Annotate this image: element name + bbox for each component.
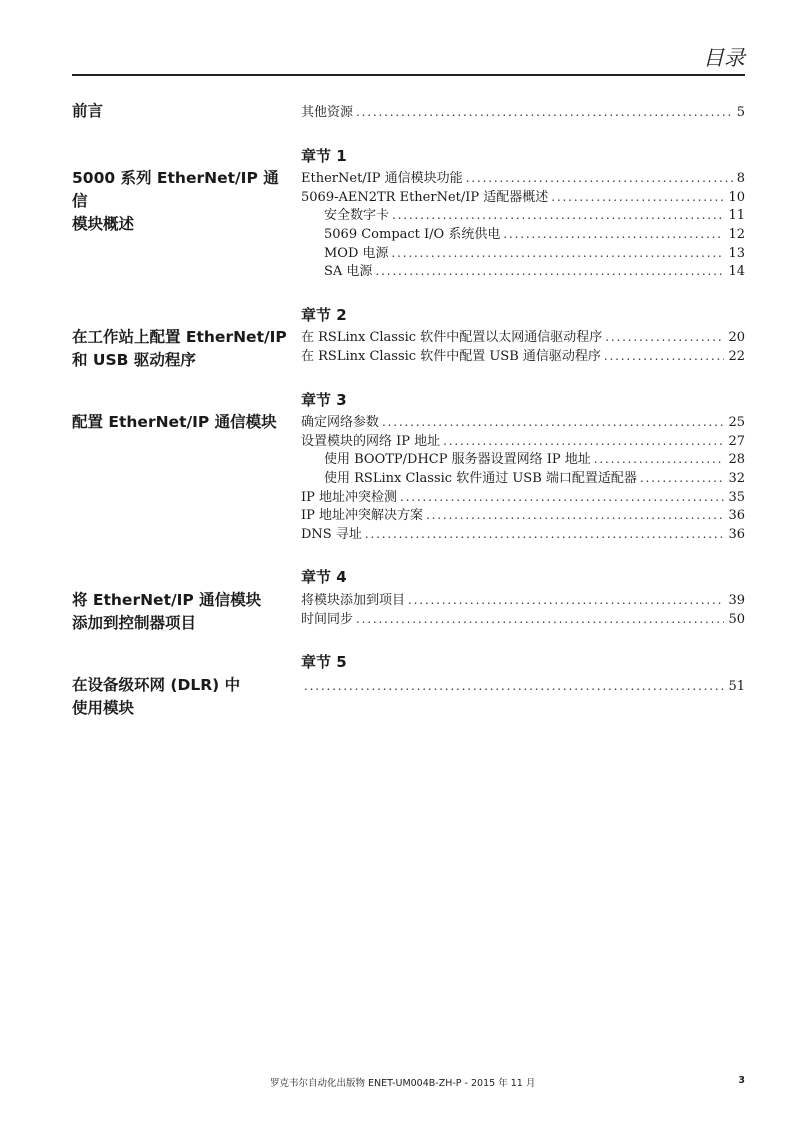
dot-leader (605, 328, 724, 347)
chapter-label: 章节 5 (301, 653, 347, 671)
page-number: 3 (738, 1075, 745, 1086)
section-title: 在设备级环网 (DLR) 中 使用模块 (72, 676, 241, 717)
toc-entry[interactable] (301, 103, 745, 122)
entry-page: 35 (728, 489, 745, 505)
section-title: 前言 (72, 102, 104, 120)
entry-title: SA 电源 (324, 264, 373, 280)
toc-subentry[interactable] (301, 469, 745, 488)
entry-page: 8 (736, 171, 745, 186)
entry-page: 50 (728, 611, 745, 627)
chapter-label: 章节 3 (301, 391, 347, 409)
entry-title: 在 RSLinx Classic 软件中配置以太网通信驱动程序 (301, 330, 603, 345)
toc-entry[interactable] (301, 488, 745, 507)
chapter-label: 章节 2 (301, 306, 347, 324)
entry-page: 22 (728, 348, 745, 364)
page-header-title: 目录 (703, 46, 745, 70)
toc-entry[interactable] (301, 169, 745, 188)
toc-subentry[interactable] (301, 244, 745, 263)
entry-list (301, 103, 745, 122)
toc-entry[interactable] (301, 525, 745, 544)
toc-subentry[interactable] (301, 206, 745, 225)
entry-title: 将模块添加到项目 (301, 593, 406, 608)
toc-entry[interactable] (301, 328, 745, 347)
entry-title: 使用 RSLinx Classic 软件通过 USB 端口配置适配器 (324, 471, 637, 487)
dot-leader (365, 525, 725, 544)
entry-title: IP 地址冲突检测 (301, 489, 398, 505)
entry-page: 28 (728, 452, 745, 468)
entry-title: 设置模块的网络 IP 地址 (301, 433, 441, 449)
dot-leader (382, 413, 724, 432)
section-title: 在工作站上配置 EtherNet/IP 和 USB 驱动程序 (72, 328, 287, 369)
entry-page: 20 (728, 330, 745, 345)
dot-leader (604, 347, 725, 366)
toc-subentry[interactable] (301, 262, 745, 281)
entry-page: 10 (728, 189, 745, 205)
toc-subentry[interactable] (301, 450, 745, 469)
toc-entry[interactable] (301, 347, 745, 366)
entry-title: IP 地址冲突解决方案 (301, 508, 424, 524)
dot-leader (503, 225, 724, 244)
chapter-label: 章节 4 (301, 568, 347, 586)
entry-list (301, 169, 745, 281)
entry-title: EtherNet/IP 通信模块功能 (301, 171, 463, 186)
dot-leader (375, 262, 724, 281)
dot-leader (400, 488, 724, 507)
toc-subentry[interactable] (301, 225, 745, 244)
toc-entry[interactable] (301, 591, 745, 610)
entry-title: 5069-AEN2TR EtherNet/IP 适配器概述 (301, 189, 549, 205)
dot-leader (392, 206, 724, 225)
dot-leader (356, 103, 733, 122)
entry-page: 39 (728, 593, 745, 608)
entry-page: 36 (728, 508, 745, 524)
toc-entry[interactable] (301, 506, 745, 525)
entry-title: MOD 电源 (324, 245, 389, 261)
entry-title: 确定网络参数 (301, 415, 380, 430)
toc-entry[interactable] (301, 188, 745, 207)
entry-page: 11 (728, 208, 745, 224)
section-title: 5000 系列 EtherNet/IP 通信 模块概述 (72, 169, 279, 233)
publication-info: 罗克韦尔自动化出版物 ENET-UM004B-ZH-P - 2015 年 11 月 (270, 1078, 536, 1089)
entry-title: DNS 寻址 (301, 527, 362, 543)
entry-title: 使用 BOOTP/DHCP 服务器设置网络 IP 地址 (324, 452, 591, 468)
entry-page: 12 (728, 227, 745, 243)
toc-entry[interactable] (301, 677, 745, 696)
toc-entry[interactable] (301, 413, 745, 432)
dot-leader (304, 677, 724, 696)
entry-page: 36 (728, 527, 745, 543)
toc-entry[interactable] (301, 610, 745, 629)
entry-title: 时间同步 (301, 611, 354, 627)
entry-title: 5069 Compact I/O 系统供电 (324, 227, 501, 243)
dot-leader (392, 244, 725, 263)
entry-list (301, 413, 745, 544)
toc-entry[interactable] (301, 432, 745, 451)
dot-leader (551, 188, 724, 207)
entry-page: 14 (728, 264, 745, 280)
dot-leader (408, 591, 724, 610)
entry-page: 13 (728, 245, 745, 261)
entry-page: 51 (728, 679, 745, 694)
entry-title: 在 RSLinx Classic 软件中配置 USB 通信驱动程序 (301, 348, 601, 364)
dot-leader (443, 432, 724, 451)
dot-leader (640, 469, 725, 488)
entry-page: 25 (728, 415, 745, 430)
entry-page: 5 (736, 105, 745, 120)
entry-list (301, 328, 745, 365)
entry-title: 其他资源 (301, 105, 354, 120)
entry-list (301, 677, 745, 696)
section-title: 配置 EtherNet/IP 通信模块 (72, 413, 277, 431)
dot-leader (594, 450, 725, 469)
entry-page: 27 (728, 433, 745, 449)
dot-leader (426, 506, 724, 525)
dot-leader (356, 610, 724, 629)
chapter-label: 章节 1 (301, 147, 347, 165)
header-rule (72, 74, 745, 76)
entry-list (301, 591, 745, 628)
section-title: 将 EtherNet/IP 通信模块 添加到控制器项目 (72, 591, 262, 632)
dot-leader (466, 169, 733, 188)
entry-page: 32 (728, 471, 745, 487)
entry-title: 安全数字卡 (324, 208, 390, 224)
